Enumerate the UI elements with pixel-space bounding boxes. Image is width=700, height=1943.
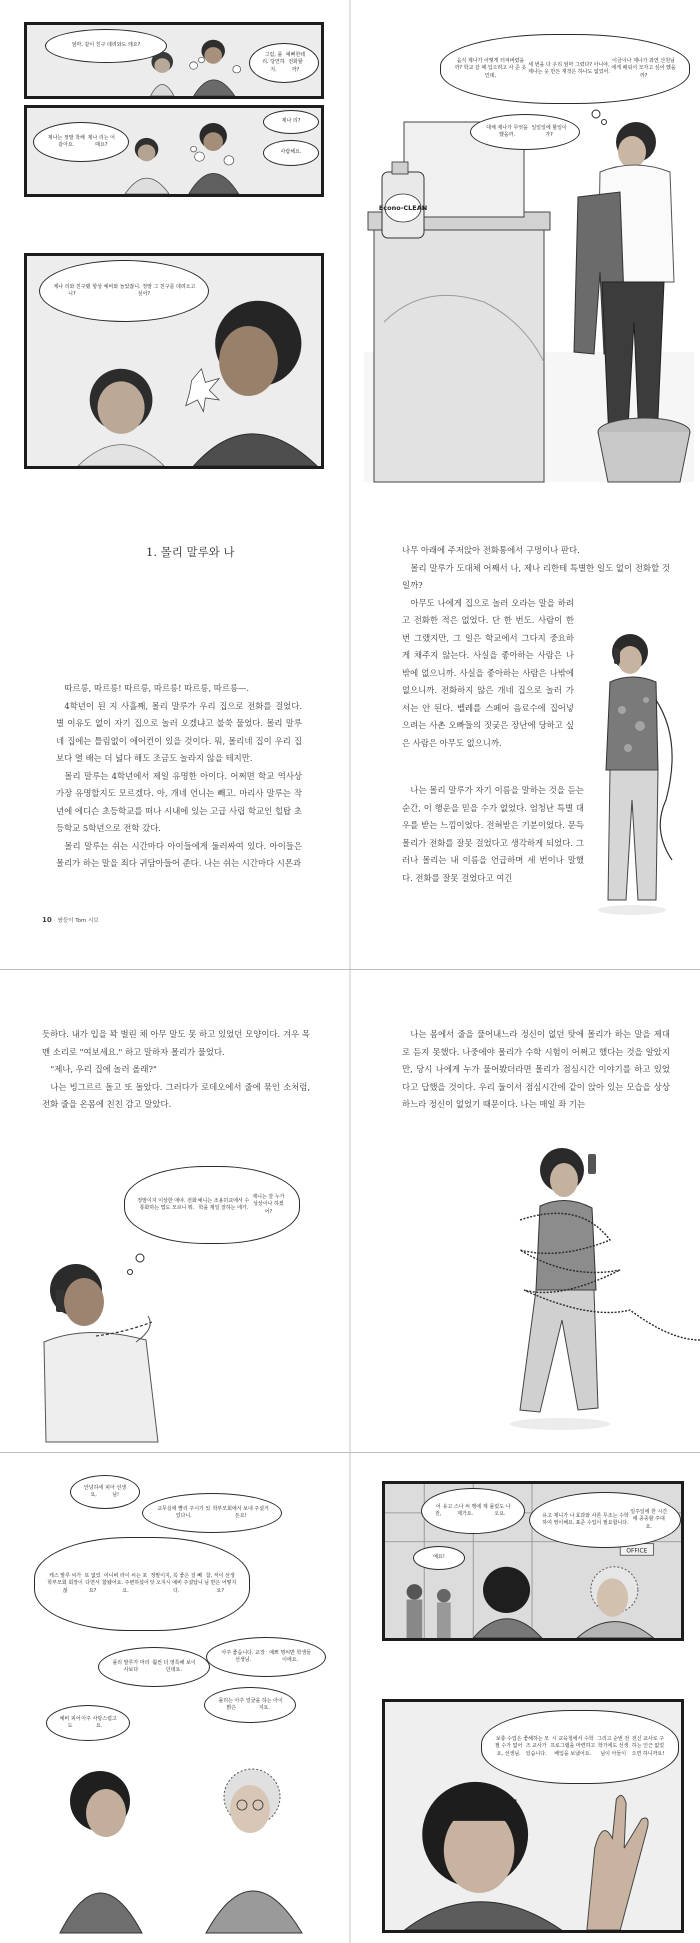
office-sign: OFFICE bbox=[626, 1548, 648, 1555]
woman-on-phone-illustration bbox=[36, 1232, 196, 1442]
paragraph: 4학년이 된 지 사흘째, 몰리 말루가 우리 집으로 전화를 걸었다. 별 이유도 없이 자기 집으로 놀러 오겠냐고 불쑥 물었다. 몰리 말루네 집에는 틀림없이 에어컨이 있을 것이다. 뭐, 몰리네 집이 우리 집보다 열 배는 더 넓다 해도 조금도 놀라지 않을 테지만. bbox=[56, 700, 302, 763]
thought-bubble: 대체 제나가 무엇을 했을까. 일일일에 할일이 가? bbox=[470, 114, 580, 150]
speech-bubble: 그럼, 몰리. 당연하지. 예뻐한테 전화할까? bbox=[249, 43, 319, 83]
comic-panel-girl-speaking bbox=[382, 1699, 684, 1933]
speech-bubble: 제나 리? bbox=[263, 110, 319, 134]
spread-gutter bbox=[349, 970, 351, 1452]
speech-bubble: 예요! bbox=[413, 1546, 465, 1570]
speech-bubble: 몰리는 아주 밝은 얼굴을 하는 아이지요. bbox=[204, 1687, 296, 1723]
comic-panel-kitchen-2 bbox=[24, 105, 324, 197]
speech-bubble: 엄마, 같이 친구 데려와도 돼요? bbox=[45, 29, 167, 63]
spread-gutter bbox=[349, 1453, 351, 1943]
paragraph: 나는 빙그르르 돌고 또 돌았다. 그러다가 로데오에서 줄에 묶인 소처럼, 전화 줄을 온몸에 친친 감고 말았다. bbox=[42, 1081, 310, 1109]
page-folio bbox=[42, 916, 99, 924]
chapter-title: 1. 몰리 말루와 나 bbox=[146, 545, 235, 559]
speech-bubble: 제나 리와 친구랬니? 항상 예비와 놀았잖니. 정말 그 친구를 데려오고 싶어? bbox=[39, 260, 209, 322]
speech-bubble: 아주 좋습니다. 교장 선생님. 예쁘 명씨반 학생들이에요. bbox=[206, 1637, 326, 1677]
comic-panel-kitchen-3 bbox=[24, 253, 324, 469]
paragraph: 몰리 말루는 쉬는 시간마다 아이들에게 둘러싸여 있다. 아이들은 몰리가 하는 말을 죄다 귀담아들어 준다. 나는 쉬는 시간마다 시몬과 bbox=[56, 840, 302, 868]
paragraph: 나는 몰리 말루가 자기 이름을 말하는 것을 듣는 순간, 이 행운을 믿을 수가 없었다. 엄청난 특별 대우를 받는 느낌이었다. 전혀받은 기분이었다. 문득 몰리가 전화를 잘못 걸었다고 생각하게 되었다. 그러나 몰리는 내 이름을 언급하며 세 번이나 말했다. 전화를 잘못 걸었다고 여긴 bbox=[402, 785, 584, 883]
book-spread-2 bbox=[0, 970, 700, 1453]
speech-bubble: 제나는 정말 착해 같아요. 제나 리는 어때요? bbox=[33, 122, 129, 162]
paragraph: 아무도 나에게 집으로 놀러 오라는 말을 하려고 전화한 적은 없었다. 단 한 번도. 사람이 한 번 그랬지만, 그 일은 학교에서 그다지 중요하게 채주지 않는다. 사실을 좋아하는 사람은 나밖에 없으니까. 사실을 좋아하는 사람은 나밖에 없으니까. 전화하지 않은 개네 집으로 놀러 가서는 안 된다. 벨레를 스페어 음료수에 집어넣으려는 사촌 오빠들의 짓궂은 장난에 당하고 싶은 사람은 아무도 없으니까. bbox=[402, 597, 574, 748]
book-spread-1 bbox=[0, 0, 700, 970]
paragraph: 따르릉, 따르릉! 따르릉, 따르릉! 따르릉, 따르릉—. bbox=[64, 683, 250, 693]
speech-bubble: 예비 피어도 아주 사랑스럽고요. bbox=[46, 1705, 130, 1741]
speech-bubble: 유고 제니가 나하여 영이해요. 효과와 사론 무조는 수학 표준 수업이 필요합니다. 일주일에 한 시간에 종종할 주대요. bbox=[529, 1492, 681, 1548]
speech-bubble: 사람해요. bbox=[263, 140, 319, 166]
prose-right-page-bottom bbox=[402, 782, 584, 887]
prose-right-page bbox=[402, 1026, 670, 1114]
prose-left-page bbox=[42, 1026, 310, 1114]
running-title: 쌍둥이 Tom 시브 bbox=[57, 918, 99, 924]
prose-right-page-top bbox=[402, 542, 670, 752]
detergent-brand-label: Econo-CLEAN bbox=[378, 204, 428, 212]
paragraph: 몰리 말루가 도대체 어째서 나, 제나 리한테 특별한 일도 없이 전화할 것일까? bbox=[402, 562, 670, 590]
prose-left-page bbox=[56, 680, 302, 873]
speech-bubble: 몰리 말루가 마리사보다 훨씬 더 영특해 보이던데요. bbox=[98, 1647, 210, 1687]
spread-gutter bbox=[349, 0, 351, 969]
comic-panel-school-office bbox=[382, 1481, 684, 1641]
teachers-hallway-illustration bbox=[30, 1753, 330, 1933]
page-number: 10 bbox=[42, 916, 52, 924]
paragraph: 나는 몸에서 줄을 풀어내느라 정신이 없던 탓에 몰리가 하는 말을 제대로 듣지 못했다. 나중에야 몰리가 수학 시험이 어쩌고 했다는 것을 알았지만, 당시 나에게 누가 물어봤더라면 몰리가 점심시간 이야기를 하고 있었다고 답했을 것이다. 우리 둘이서 점심시간에 같이 앉아 있는 모습을 상상하느라 정신이 없었기 때문이다. 나는 매일 좌 기는 bbox=[402, 1029, 670, 1109]
speech-bubble: 어전, 유고 스나 씨 맹에 제제가요. 몰렀도 나오요. bbox=[421, 1488, 525, 1534]
paragraph: 나무 아래에 주저앉아 전화통에서 구멍이나 판다. bbox=[402, 545, 580, 555]
speech-bubble: 보충 수업은 필 수가 없어요, 선생님. 좋해하는 모즈 교사가 있습니다. 시 교육청에서 수학 프로그램을 마련하고 배입을 보냈어요. 그리고 순번 전 학기에도 선생님이 아들이 전신 교사로 구하는 인근 없었으면 하니까요! bbox=[481, 1710, 679, 1784]
paragraph: 몰리 말루는 4학년에서 제일 유명한 아이다. 어쩌면 학교 역사상 가장 유명할지도 모르겠다. 아, 개네 언니는 빼고. 마리사 말루는 작년에 에디슨 초등학교를 떠나 시내에 있는 고급 사립 학교인 힐탑 초등학교 5학년으로 전학 갔다. bbox=[56, 770, 302, 833]
book-spread-3 bbox=[0, 1453, 700, 1943]
paragraph: "제나, 우리 집에 놀러 올래?" bbox=[50, 1064, 157, 1074]
thought-bubble: 음식 제나가 어떻게 터져버렸을까? 학교 갈 때 입으려고 사 준 옷인데, 세 번을 다 우리 엄마 그렸다? 아니야, 제나는 옷 만든 재것은 하나도 없었어. 이금이나 제나가 과연 산원님에게 배워서 모자고 싶어 했을까? bbox=[440, 34, 690, 104]
comic-panel-kitchen-1 bbox=[24, 22, 324, 99]
speech-bubble: 교무실에 빨리 주시가 있었다니. 학부모회에서 보내 주셨거든요! bbox=[142, 1493, 282, 1533]
speech-bubble: 캐스 말루 씨가 학부모회 회장이잖 또 없었다면서요? 어니버 라이 씨는 포함됐어요. 주변하셨어요. 정말이지, 꼭 좋은 걸 빼앗 오지시 예비 주셨답니다. 참, 저이 선생님 반은 어떻지요? bbox=[34, 1537, 250, 1631]
speech-bubble: 안녕하세요, 피아 선생님! bbox=[70, 1475, 140, 1509]
girl-tangled-in-phone-cord-illustration bbox=[500, 1140, 700, 1440]
thought-bubble: 정말이지 이상한 애야. 전화 통화하는 법도 모르니 뭐. 예니는 조용히교에서 수학을 제일 잘하는 애가. 제니는 잘 누가 상상이나 하겠어? bbox=[124, 1166, 300, 1244]
paragraph: 듯하다. 내가 입을 꽉 벌린 채 아무 말도 못 하고 있었던 모양이다. 겨우 목멘 소리로 "여보세요." 하고 말하자 몰리가 물었다. bbox=[42, 1029, 310, 1057]
thought-bubble-tail bbox=[590, 108, 610, 128]
